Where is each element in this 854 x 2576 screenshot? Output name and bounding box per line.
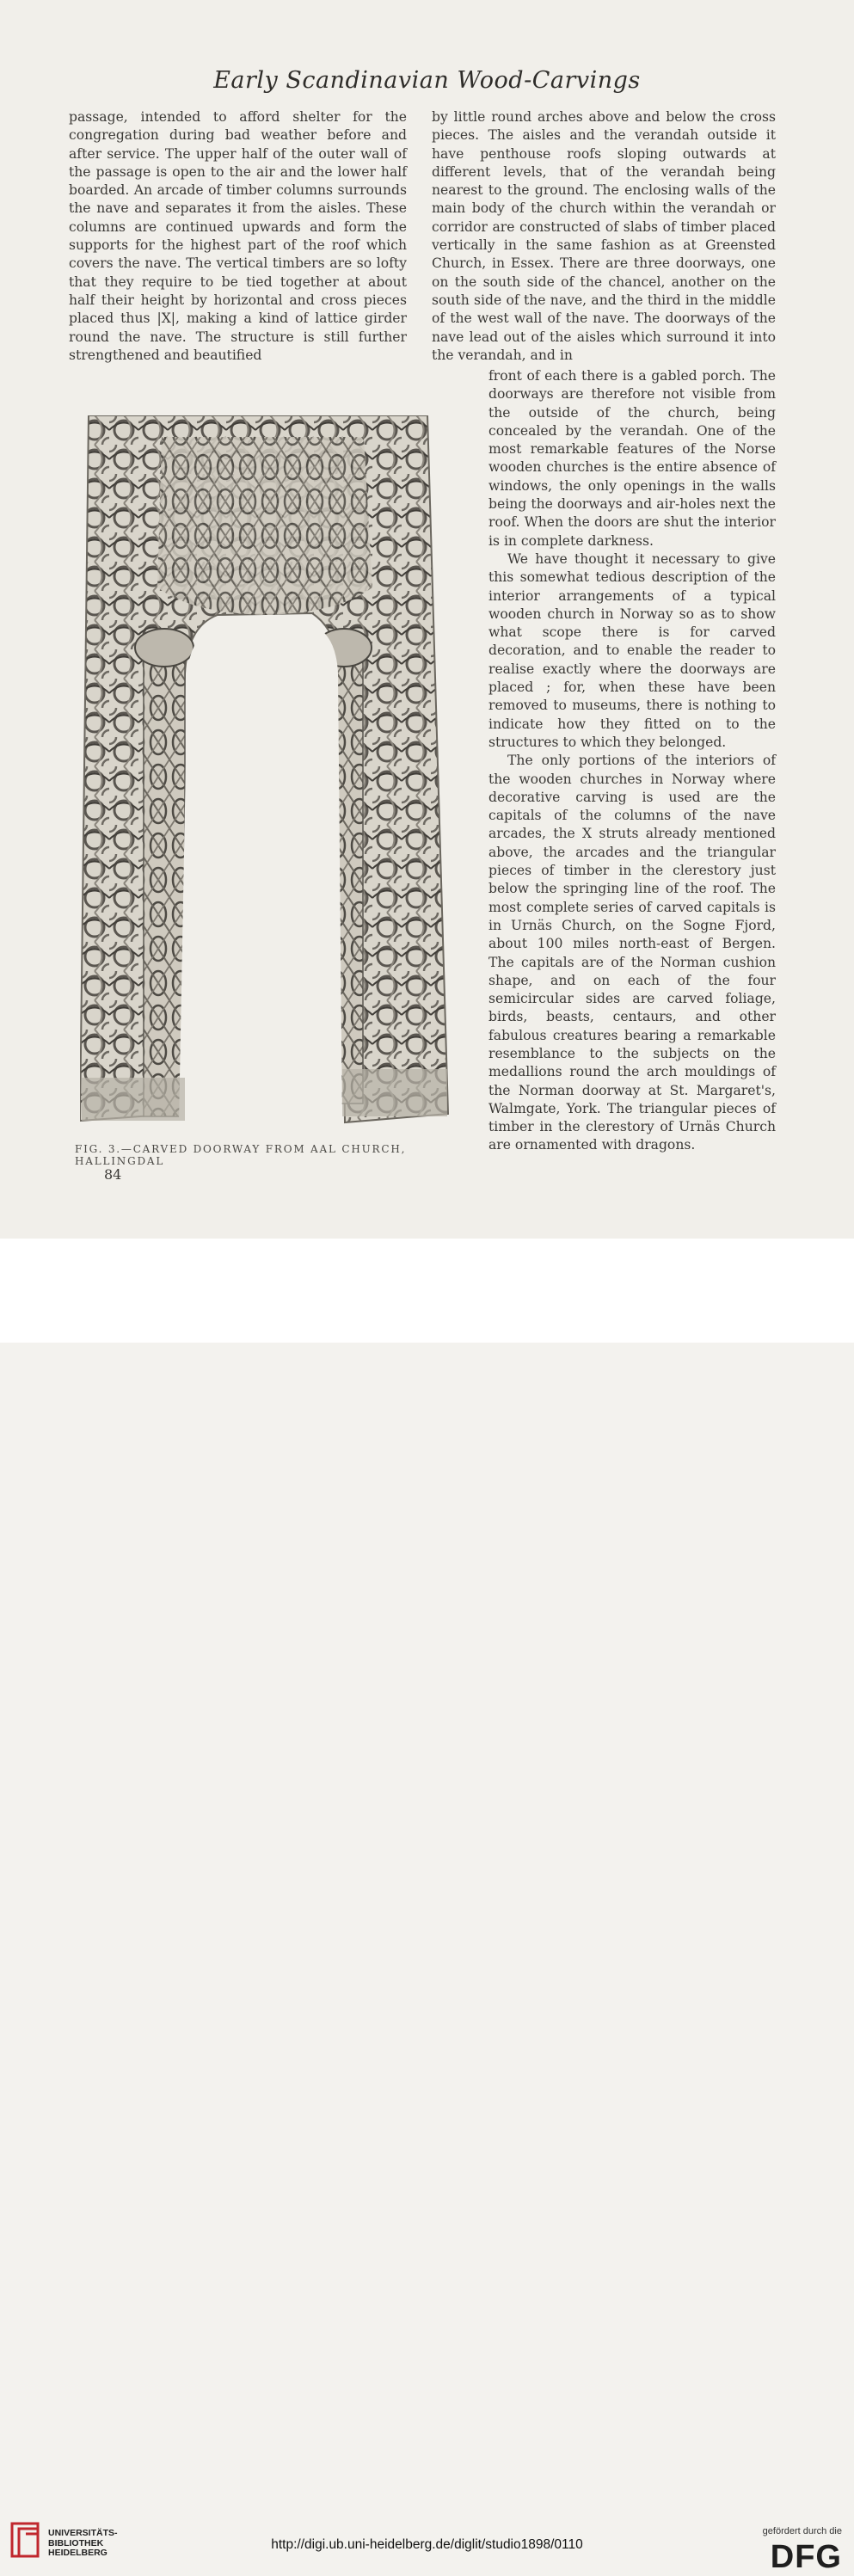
figure-caption: FIG. 3.—CARVED DOORWAY FROM AAL CHURCH, HALLINGDAL (75, 1143, 407, 1167)
permalink-url[interactable]: http://digi.ub.uni-heidelberg.de/diglit/studio1898/0110 (271, 2537, 583, 2552)
book-page (0, 0, 854, 1239)
right-column-paragraph-2: We have thought it necessary to give this somewhat tedious description of the interior arrangements of a typical wooden church in Norway so as to show what scope there is for carved decoration, and to enable the reader to realise exactly where the doorways are placed ; for, when these have been removed to museums, there is nothing to indicate how they fitted on to the structures to which they belonged. (488, 550, 776, 750)
doorway-opening (179, 624, 342, 1122)
right-column-continued-text: front of each there is a gabled porch. The doorways are therefore not visible from the outside of the church, being concealed by the verandah. One of the most remarkable features of the Norse wooden churches is the entire absence of windows, the only openings in the walls being the doorways and air-holes next the roof. When the doors are shut the interior is in complete darkness. (488, 368, 776, 549)
left-column-paragraph: passage, intended to afford shelter for the congregation during bad weather before and after service. The upper half of the outer wall of the passage is open to the air and the lower half boarded. An arcade of timber columns surrounds the nave and separates it from the aisles. These columns are continued upwards and form the supports for the highest part of the roof which covers the nave. The vertical timbers are so lofty that they require to be tied together at about half their height by horizontal and cross pieces placed thus |X|, making a kind of lattice girder round the nave. The structure is still further strengthened and beautified (69, 109, 407, 363)
page-number: 84 (104, 1166, 122, 1183)
carved-doorway-figure (80, 415, 452, 1131)
institution-line: HEIDELBERG (48, 2548, 108, 2558)
left-column-carving (144, 635, 185, 1116)
right-base (342, 1069, 447, 1116)
left-column (69, 108, 407, 365)
left-base (82, 1078, 185, 1121)
doorway-lintel-carving (157, 437, 372, 615)
dfg-logo: DFG (770, 2539, 842, 2575)
running-title: Early Scandinavian Wood-Carvings (213, 67, 641, 94)
right-column-top (432, 108, 776, 365)
right-column-top-paragraph: by little round arches above and below the cross pieces. The aisles and the verandah outside it have penthouse roofs sloping outwards at different levels, that of the verandah being nearest to the ground. The enclosing walls of the main body of the church within the verandah or corridor are constructed of slabs of timber placed vertically in the same fashion as at Greensted Church, in Essex. There are three doorways, one on the south side of the chancel, another on the south side of the nave, and the third in the middle of the west wall of the nave. The doorways of the nave lead out of the aisles which surround it into the verandah, and in (432, 109, 776, 363)
left-capital (135, 629, 194, 667)
right-column-paragraph-3: The only portions of the interiors of the wooden churches in Norway where decorative carving is used are the capitals of the columns of the nave arcades, the X struts already mentioned above, the arcades and the triangular pieces of timber in the clerestory just below the springing line of the roof. The most complete series of carved capitals is in Urnäs Church, on the Sogne Fjord, about 100 miles north-east of Bergen. The capitals are of the Norman cushion shape, and on each of the four semicircular sides are carved foliage, birds, beasts, centaurs, and other fabulous creatures bearing a remarkable resemblance to the subjects on the medallions round the arch mouldings of the Norman doorway at St. Margaret's, Walmgate, York. The triangular pieces of timber in the clerestory of Urnäs Church are ornamented with dragons. (488, 753, 776, 1153)
institution-line: UNIVERSITÄTS- (48, 2528, 118, 2538)
carved-doorway-illustration (80, 415, 452, 1131)
funder-label: gefördert durch die (762, 2526, 842, 2536)
institution-line: BIBLIOTHEK (48, 2537, 104, 2548)
digitization-footer (0, 1239, 854, 2575)
right-column-narrow (488, 367, 776, 1155)
